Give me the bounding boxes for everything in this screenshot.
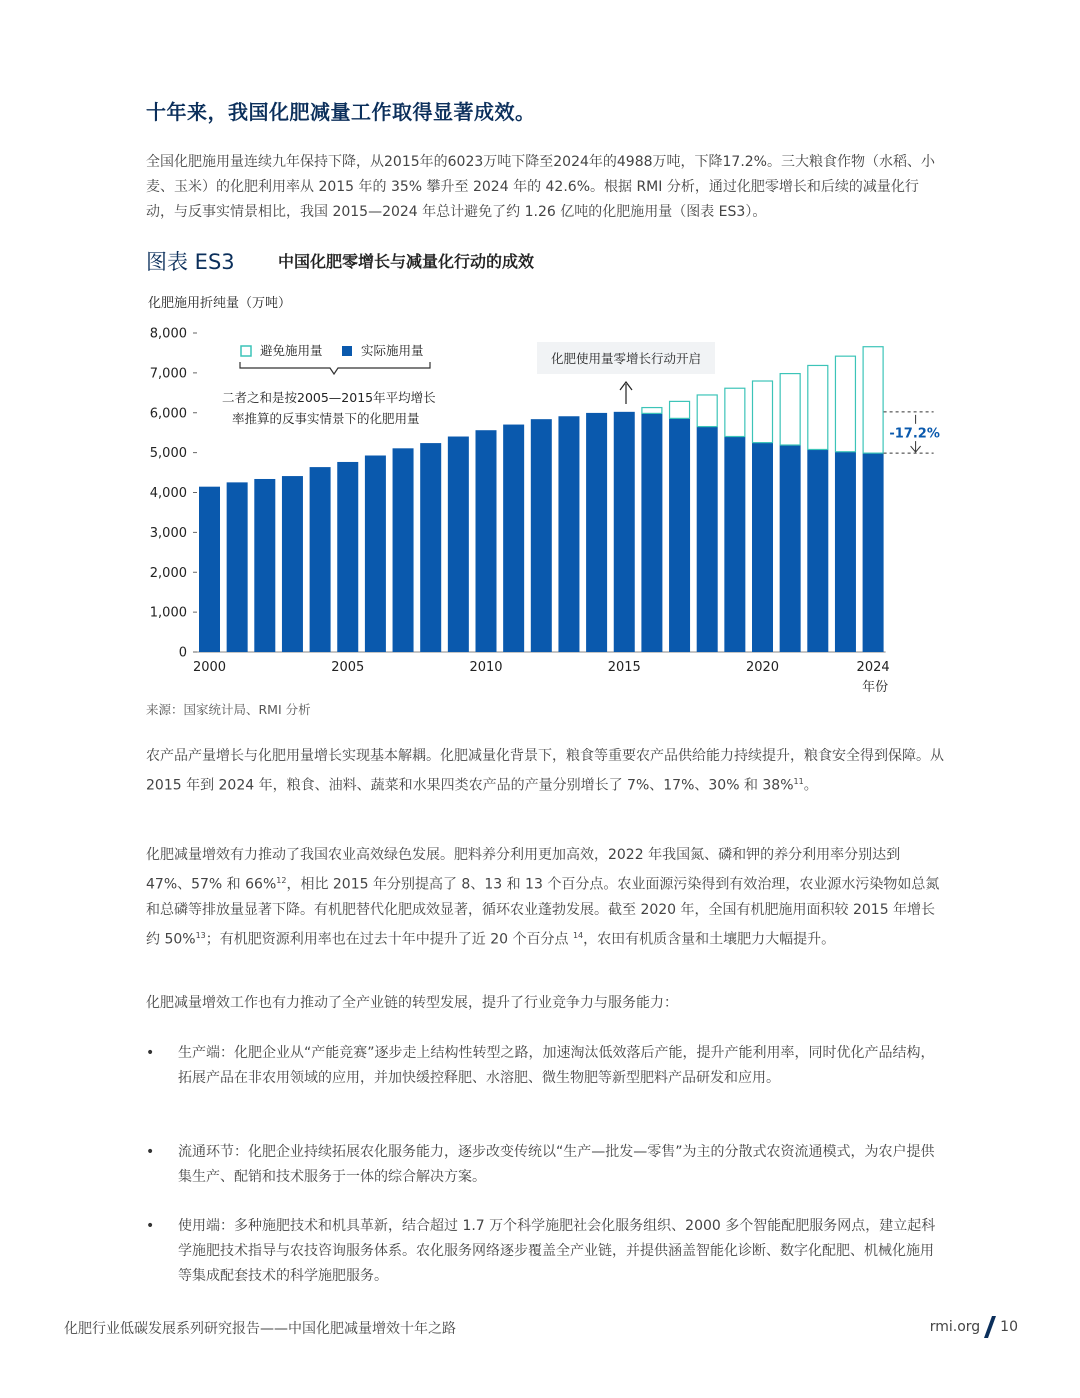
x-axis-label: 年份 [862,680,889,695]
bar-actual-2015 [614,412,635,652]
legend-label-avoided: 避免施用量 [260,343,323,358]
paragraph-decoupling [146,744,946,799]
paragraph-decoupling-end: 。 [803,777,818,794]
y-tick-label: 7,000 [149,366,187,382]
bar-actual-2001 [227,482,248,652]
footnote-ref-11: 11 [793,777,804,786]
y-tick-label: 5,000 [149,446,187,462]
bar-actual-2013 [558,416,579,652]
bar-actual-2011 [503,425,524,652]
intro-paragraph: 全国化肥施用量连续九年保持下降，从2015年的6023万吨下降至2024年的4988万吨，下降17.2%。三大粮食作物（水稻、小麦、玉米）的化肥利用率从 2015 年的 35% 攀升至 2024 年的 42.6%。根据 RMI 分析，通过化肥零增长和后续的减量化行动，与反事实情景相比，我国 2015—2024 年总计避免了约 1.26 亿吨的化肥施用量（图表 ES3）。 [146,154,935,220]
figure-source: 来源：国家统计局、RMI 分析 [146,702,311,717]
legend-note-line-1: 二者之和是按2005—2015年平均增长 [222,390,436,405]
legend-label-actual: 实际施用量 [361,343,424,358]
x-tick-label: 2010 [469,660,503,675]
paragraph-green-text-a: 化肥减量增效有力推动了我国农业高效绿色发展。肥料养分利用更加高效，2022 年我国氮、磷和钾的养分利用率分别达到 47%、57% 和 66% [146,847,901,893]
x-tick-label: 2000 [192,660,227,675]
bar-avoided-2018 [697,395,717,427]
footer-site-link[interactable]: rmi.org [929,1319,981,1335]
bar-actual-2002 [254,479,275,652]
legend-brace [240,362,430,374]
bar-avoided-2019 [725,388,745,436]
bullet-production-text: 生产端：化肥企业从“产能竞赛”逐步走上结构性转型之路，加速淘汰低效落后产能，提升产能利用率，同时优化产品结构，拓展产品在非农用领域的应用，并加快缓控释肥、水溶肥、微生物肥等新型肥料产品研发和应用。 [178,1045,935,1086]
bullet-distribution-text: 流通环节：化肥企业持续拓展农化服务能力，逐步改变传统以“生产—批发—零售”为主的分散式农资流通模式，为农户提供集生产、配销和技术服务于一体的综合解决方案。 [178,1144,935,1185]
y-tick-label: 0 [178,645,187,661]
footer-report-title: 化肥行业低碳发展系列研究报告——中国化肥减量增效十年之路 [64,1321,456,1337]
y-tick-label: 8,000 [149,326,187,342]
bar-actual-2018 [697,427,718,652]
footer-right [930,1316,1018,1338]
paragraph-industry-chain: 化肥减量增效工作也有力推动了全产业链的转型发展，提升了行业竞争力与服务能力： [146,995,678,1011]
y-tick-label: 4,000 [149,486,187,501]
bar-avoided-2022 [808,365,828,449]
bar-actual-2000 [199,487,220,652]
bar-actual-2008 [420,443,441,652]
chart-y-axis-label: 化肥施用折纯量（万吨） [148,296,292,311]
bar-actual-2005 [337,462,358,652]
change-percent-label: -17.2% [889,426,940,442]
bullet-usage-text: 使用端：多种施肥技术和机具革新，结合超过 1.7 万个科学施肥社会化服务组织、2000 多个智能配肥服务网点，建立起科学施肥技术指导与农技咨询服务体系。农化服务网络逐步覆盖全产业链，并提供涵盖智能化诊断、数字化配肥、机械化施用等集成配套技术的科学施肥服务。 [178,1218,936,1284]
bar-actual-2003 [282,476,303,652]
bar-actual-2023 [835,452,856,652]
slash-divider-icon [984,1316,996,1338]
bar-actual-2010 [476,430,497,652]
x-tick-label: 2024 [856,660,890,675]
bullet-marker: • [146,1045,155,1061]
bar-actual-2020 [752,443,773,652]
bullet-marker: • [146,1218,155,1234]
y-tick-label: 1,000 [149,605,187,621]
bar-actual-2004 [310,467,331,652]
y-tick-label: 6,000 [149,406,187,422]
bar-actual-2016 [641,413,662,652]
footnote-ref-13: 13 [195,930,206,940]
bar-avoided-2020 [753,381,773,443]
bar-actual-2009 [448,437,469,652]
bar-actual-2007 [393,448,414,652]
paragraph-green-text-b: ，相比 2015 年分别提高了 8、13 和 13 个百分点。农业面源污染得到有效治理，农业源水污染物如总氮和总磷等排放量显著下降。有机肥替代化肥成效显著，循环农业蓬勃发展。截至 2020 年，全国有机肥施用面积较 2015 年增长约 50% [146,876,940,948]
y-tick-label: 3,000 [149,525,187,541]
bar-actual-2014 [586,413,607,652]
bar-avoided-2024 [863,347,883,453]
figure-label: 图表 ES3 [146,250,235,274]
bar-actual-2012 [531,419,552,652]
bar-actual-2021 [780,445,801,652]
x-tick-label: 2005 [331,660,365,675]
bar-avoided-2016 [642,408,662,414]
bar-actual-2019 [724,437,745,652]
legend-swatch-actual [342,346,352,356]
paragraph-decoupling-text: 农产品产量增长与化肥用量增长实现基本解耦。化肥减量化背景下，粮食等重要农产品供给能力持续提升，粮食安全得到保障。从 2015 年到 2024 年，粮食、油料、蔬菜和水果四类农产品的产量分别增长了 7%、17%、30% 和 38% [146,748,944,794]
section-heading: 十年来，我国化肥减量工作取得显著成效。 [146,100,536,124]
bullet-marker: • [146,1144,155,1160]
bar-actual-2006 [365,455,386,652]
legend-swatch-avoided [241,346,251,356]
bar-actual-2022 [807,449,828,652]
figure-title: 中国化肥零增长与减量化行动的成效 [278,252,535,271]
footer-page-number: 10 [1000,1319,1018,1335]
bar-actual-2024 [863,453,884,652]
legend-note-line-2: 率推算的反事实情景下的化肥用量 [232,411,420,426]
bar-actual-2017 [669,418,690,652]
x-tick-label: 2020 [745,660,780,675]
bar-avoided-2023 [835,356,855,452]
footnote-ref-12: 12 [276,876,287,885]
bar-avoided-2021 [780,374,800,445]
footnote-ref-14: 14 [572,930,584,940]
paragraph-green-development [146,843,946,952]
x-tick-label: 2015 [607,660,641,675]
paragraph-green-text-c: ；有机肥资源利用率也在过去十年中提升了近 20 个百分点 [205,931,573,948]
y-tick-label: 2,000 [149,565,187,581]
start-note-text: 化肥使用量零增长行动开启 [550,351,702,366]
fertilizer-stacked-bar-chart [140,318,960,698]
paragraph-green-text-d: ，农田有机质含量和土壤肥力大幅提升。 [583,931,836,948]
bar-avoided-2017 [670,401,690,418]
